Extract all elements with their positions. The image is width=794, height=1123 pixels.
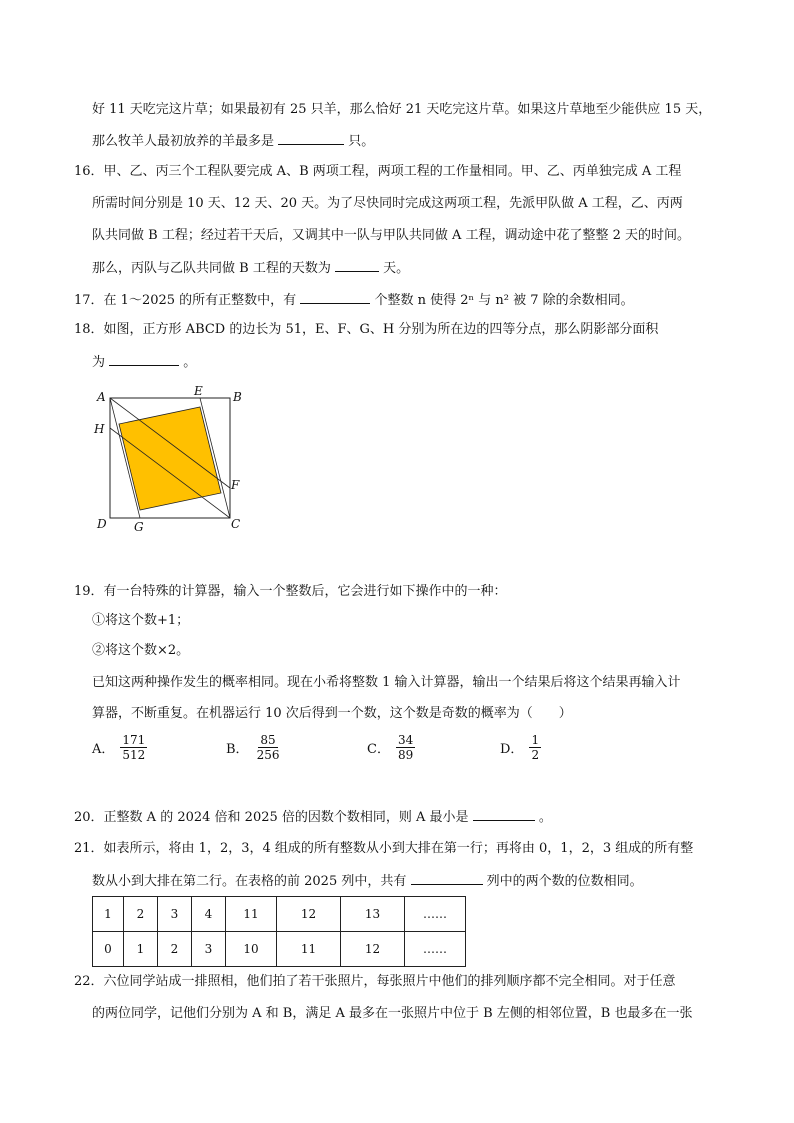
table-cell: 11 xyxy=(277,932,341,967)
q20-text: 20．正整数 A 的 2024 倍和 2025 倍的因数个数相同，则 A 最小是 xyxy=(74,810,469,825)
option-b-numerator: 85 xyxy=(260,733,276,747)
table-cell: 2 xyxy=(158,932,192,967)
option-b-denominator: 256 xyxy=(256,748,280,762)
table-cell: 3 xyxy=(158,897,192,932)
table-cell: 10 xyxy=(226,932,277,967)
q15-unit: 只。 xyxy=(348,134,375,149)
q22-line-1: 22．六位同学站成一排照相，他们拍了若干张照片，每张照片中他们的排列顺序都不完全相同。对于任意 xyxy=(74,974,676,989)
q17-line xyxy=(74,290,634,310)
q21-line-1: 21．如表所示，将由 1，2，3，4 组成的所有整数从小到大排在第一行；再将由 0，1，2，3 组成的所有整 xyxy=(74,841,694,856)
q20-line xyxy=(74,807,552,827)
label-h: H xyxy=(94,422,105,436)
option-a-numerator: 171 xyxy=(122,733,146,747)
q21-answer-blank[interactable] xyxy=(411,871,483,885)
table-cell: 4 xyxy=(192,897,226,932)
table-cell: 0 xyxy=(93,932,124,967)
option-c-denominator: 89 xyxy=(397,748,414,762)
option-d-fraction xyxy=(529,733,541,762)
option-b-fraction xyxy=(255,733,282,762)
table-row-2 xyxy=(93,932,466,967)
q16-line-4 xyxy=(92,258,409,278)
table-cell: 1 xyxy=(93,897,124,932)
q20-answer-blank[interactable] xyxy=(473,807,535,821)
option-a[interactable] xyxy=(92,733,147,762)
square-figure xyxy=(90,385,250,535)
q19-line-4: 已知这两种操作发生的概率相同。现在小希将整数 1 输入计算器，输出一个结果后将这个结果再输入计 xyxy=(92,675,681,690)
q19-line-5: 算器，不断重复。在机器运行 10 次后得到一个数，这个数是奇数的概率为（ ） xyxy=(92,706,572,721)
option-d-numerator: 1 xyxy=(531,733,540,747)
table-row-1 xyxy=(93,897,466,932)
q22-line-2: 的两位同学，记他们分别为 A 和 B，满足 A 最多在一张照片中位于 B 左侧的相邻位置，B 也最多在一张 xyxy=(92,1006,693,1021)
q17-text-b: 个整数 n 使得 2ⁿ 与 n² 被 7 除的余数相同。 xyxy=(374,293,634,308)
q21-line-2 xyxy=(92,871,643,891)
table-cell: 11 xyxy=(226,897,277,932)
option-b[interactable] xyxy=(226,733,281,762)
label-f: F xyxy=(231,478,240,492)
table-cell: 2 xyxy=(124,897,158,932)
q16-line-1: 16．甲、乙、丙三个工程队要完成 A、B 两项工程，两项工程的工作量相同。甲、乙、丙单独完成 A 工程 xyxy=(74,164,682,179)
table-cell: …… xyxy=(405,897,466,932)
q16-text: 那么，丙队与乙队共同做 B 工程的天数为 xyxy=(92,261,331,276)
table-cell: 13 xyxy=(341,897,405,932)
option-c-fraction xyxy=(396,733,415,762)
q15-answer-blank[interactable] xyxy=(278,131,344,145)
q18-answer-blank[interactable] xyxy=(109,352,179,366)
q17-answer-blank[interactable] xyxy=(300,290,370,304)
table-cell: 12 xyxy=(277,897,341,932)
label-a: A xyxy=(97,390,106,404)
option-d[interactable] xyxy=(500,733,541,762)
table-cell: 1 xyxy=(124,932,158,967)
number-table xyxy=(92,896,466,967)
option-c-letter: C． xyxy=(367,742,390,757)
label-c: C xyxy=(231,517,241,531)
option-a-fraction xyxy=(120,733,147,762)
option-b-letter: B． xyxy=(226,742,249,757)
label-e: E xyxy=(194,385,203,398)
option-d-denominator: 2 xyxy=(531,748,540,762)
option-a-denominator: 512 xyxy=(122,748,146,762)
q19-operation-1: ①将这个数+1； xyxy=(92,613,190,628)
q15-continuation-line: 好 11 天吃完这片草；如果最初有 25 只羊，那么恰好 21 天吃完这片草。如果这片草地至少能供应 15 天， xyxy=(92,102,712,117)
label-b: B xyxy=(233,390,242,404)
q15-last-line xyxy=(92,131,374,151)
option-a-letter: A． xyxy=(92,742,115,757)
q16-line-2: 所需时间分别是 10 天、12 天、20 天。为了尽快同时完成这两项工程，先派甲队做 A 工程，乙、丙两 xyxy=(92,196,683,211)
option-c[interactable] xyxy=(367,733,415,762)
q21-text: 数从小到大排在第二行。在表格的前 2025 列中，共有 xyxy=(92,874,407,889)
table-cell: 12 xyxy=(341,932,405,967)
q19-operation-2: ②将这个数×2。 xyxy=(92,643,190,658)
table-cell: …… xyxy=(405,932,466,967)
q15-text: 那么牧羊人最初放养的羊最多是 xyxy=(92,134,275,149)
q16-line-3: 队共同做 B 工程；经过若干天后，又调其中一队与甲队共同做 A 工程，调动途中花了整整 2 天的时间。 xyxy=(92,228,691,243)
q18-line-2 xyxy=(92,352,196,372)
label-g: G xyxy=(134,520,144,534)
option-d-letter: D． xyxy=(500,742,524,757)
q18-text-end: 。 xyxy=(183,355,197,370)
q20-text-end: 。 xyxy=(538,810,552,825)
table-cell: 3 xyxy=(192,932,226,967)
q18-text: 为 xyxy=(92,355,106,370)
q16-answer-blank[interactable] xyxy=(335,258,379,272)
q18-line-1: 18．如图，正方形 ABCD 的边长为 51，E、F、G、H 分别为所在边的四等分点，那么阴影部分面积 xyxy=(74,322,659,337)
option-c-numerator: 34 xyxy=(397,733,414,747)
label-d: D xyxy=(97,517,107,531)
q21-text-end: 列中的两个数的位数相同。 xyxy=(486,874,643,889)
q17-text-a: 17．在 1～2025 的所有正整数中，有 xyxy=(74,293,297,308)
q16-unit: 天。 xyxy=(383,261,410,276)
q19-line-1: 19．有一台特殊的计算器，输入一个整数后，它会进行如下操作中的一种： xyxy=(74,584,507,599)
